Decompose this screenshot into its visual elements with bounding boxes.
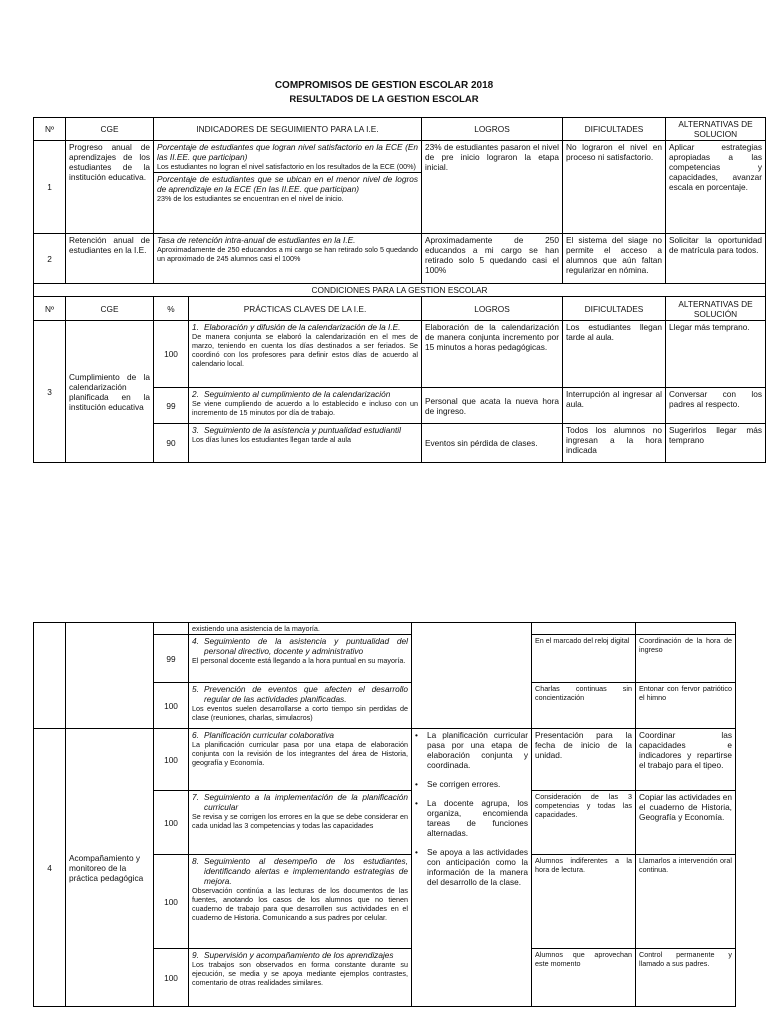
table-header-row xyxy=(34,297,766,321)
practice-text: Se viene cumpliendo de acuerdo a lo establecido e incluso con un incremento de 15 minutos por día de trabajo. xyxy=(192,399,418,417)
section-title-row xyxy=(34,284,766,297)
row-percent: 99 xyxy=(154,388,189,424)
header-indicators: INDICADORES DE SEGUIMIENTO PARA LA I.E. xyxy=(154,118,422,141)
bullet-icon: • xyxy=(415,730,418,740)
bullet-icon: • xyxy=(415,847,418,857)
row-percent: 100 xyxy=(154,855,189,949)
indicator-title: Porcentaje de estudiantes que logran nivel satisfactorio en la ECE (En las II.EE. que participan) xyxy=(157,142,418,162)
row-dificultades: Los estudiantes llegan tarde al aula. xyxy=(563,321,666,388)
row-cge: Progreso anual de aprendizajes de los estudiantes de la institución educativa. xyxy=(66,141,154,234)
row-logros: Personal que acata la nueva hora de ingreso. xyxy=(422,388,563,424)
row-logros: Eventos sin pérdida de clases. xyxy=(422,424,563,463)
practice-text: El personal docente está llegando a la hora puntual en su mayoría. xyxy=(192,656,406,665)
practice-title: Elaboración y difusión de la calendarización de la I.E. xyxy=(204,322,401,332)
section-title: CONDICIONES PARA LA GESTION ESCOLAR xyxy=(34,284,766,297)
row-logros xyxy=(412,729,532,1007)
header-dificultades: DIFICULTADES xyxy=(563,297,666,321)
row-alternativas: Conversar con los padres al respecto. xyxy=(666,388,766,424)
practice-text: Observación continúa a las lecturas de los documentos de las fuentes, anotando los casos de los alumnos que no tienen cuaderno de trabajo para que desarrollen sus actividades en el cuaderno de Historia. Comunicando a sus padres por celular. xyxy=(192,886,408,922)
row-alternativas: Entonar con fervor patriótico el himno xyxy=(636,683,736,729)
row-alternativas: Copiar las actividades en el cuaderno de Historia, Geografía y Economía. xyxy=(636,791,736,855)
row-logros: Elaboración de la calendarización de manera conjunta incremento por 15 minutos a horas pedagógicas. xyxy=(422,321,563,388)
document-title: COMPROMISOS DE GESTION ESCOLAR 2018 xyxy=(274,80,494,91)
header-percent: % xyxy=(154,297,189,321)
practice-title: Planificación curricular colaborativa xyxy=(204,730,335,740)
header-number: Nº xyxy=(34,118,66,141)
practice-title: Seguimiento al cumplimiento de la calendarización xyxy=(204,389,391,399)
row-percent: 90 xyxy=(154,424,189,463)
indicator-title: Tasa de retención intra-anual de estudiantes en la I.E. xyxy=(157,235,356,245)
table-row xyxy=(34,729,736,791)
row-practice: 1. Elaboración y difusión de la calendarización de la I.E. De manera conjunta se elaboró la calendarización en el mes de marzo, teniendo en cuenta los días destinados a ser feriados. Se coordinó con los profesores para definir estos días de acuerdo al calendario local. xyxy=(189,321,422,388)
indicator-text: Aproximadamente de 250 educandos a mi cargo se han retirado solo 5 quedando un aproximado de 245 alumnos casi el 100% xyxy=(157,245,418,263)
row-number: 3 xyxy=(34,321,66,463)
row-alternativas: Coordinación de la hora de ingreso xyxy=(636,635,736,683)
row-alternativas: Coordinar las capacidades e indicadores y repartirse el trabajo para el tipeo. xyxy=(636,729,736,791)
practice-title: Prevención de eventos que afecten el desarrollo regular de las actividades planificadas. xyxy=(204,684,408,704)
row-alternativas: Sugerirlos llegar más temprano xyxy=(666,424,766,463)
header-cge: CGE xyxy=(66,297,154,321)
table-row xyxy=(34,321,766,388)
row-alternativas-cont xyxy=(636,623,736,635)
header-practicas: PRÁCTICAS CLAVES DE LA I.E. xyxy=(189,297,422,321)
row-logros: Aproximadamente de 250 educandos a mi cargo se han retirado solo 5 quedando casi el 100% xyxy=(422,234,563,284)
practice-text: existiendo una asistencia de la mayoría. xyxy=(189,623,412,635)
indicator-text: 23% de los estudiantes se encuentran en el nivel de inicio. xyxy=(157,194,344,203)
table-row xyxy=(34,623,736,635)
practice-text: De manera conjunta se elaboró la calendarización en el mes de marzo, teniendo en cuenta los días destinados a ser feriados. Se coordinó con los profesores para definir estos días de acuerdo al calendario local. xyxy=(192,332,418,368)
row-percent: 100 xyxy=(154,729,189,791)
bullet-icon: • xyxy=(415,779,418,789)
practice-text: La planificación curricular pasa por una etapa de elaboración conjunta con la revisión de los integrantes del área de Historia, geografía y Economía. xyxy=(192,740,408,767)
logro-bullet: Se apoya a las actividades con anticipación como la información de la manera del desarrollo de la clase. xyxy=(427,847,528,887)
bullet-icon: • xyxy=(415,798,418,808)
row-dificultades: Alumnos indiferentes a la hora de lectura. xyxy=(532,855,636,949)
header-alternativas: ALTERNATIVAS DE SOLUCIÓN xyxy=(666,297,766,321)
row-dificultades: El sistema del siage no permite el acceso a alumnos que aún faltan regularizar en nómina. xyxy=(563,234,666,284)
row-practice: 8. Seguimiento al desempeño de los estudiantes, identificando alertas e implementando estrategias de mejora. Observación continúa a las lecturas de los documentos de las fuentes, anotando los casos de los alumnos que no tienen cuaderno de trabajo para que desarrollen sus actividades en el cuaderno de Historia. Comunicando a sus padres por celular. xyxy=(189,855,412,949)
row-alternativas: Llegar más temprano. xyxy=(666,321,766,388)
row-practice: 3. Seguimiento de la asistencia y puntualidad estudiantil Los días lunes los estudiantes llegan tarde al aula xyxy=(189,424,422,463)
row-dificultades: Presentación para la fecha de inicio de la unidad. xyxy=(532,729,636,791)
practice-text: Los días lunes los estudiantes llegan tarde al aula xyxy=(192,435,352,444)
row-cge-cont xyxy=(66,623,154,729)
header-cge: CGE xyxy=(66,118,154,141)
row-logros-cont xyxy=(412,623,532,729)
logro-bullet: Se corrigen errores. xyxy=(427,779,501,789)
row-practice: 4. Seguimiento de la asistencia y puntualidad del personal directivo, docente y administrativo El personal docente está llegando a la hora puntual en su mayoría. xyxy=(189,635,412,683)
header-number: Nº xyxy=(34,297,66,321)
continuation-table xyxy=(33,622,736,1007)
indicator-text: Los estudiantes no logran el nivel satisfactorio en los resultados de la ECE (00%) xyxy=(157,162,416,171)
document-subtitle: RESULTADOS DE LA GESTION ESCOLAR xyxy=(289,94,479,105)
row-dificultades: En el marcado del reloj digital xyxy=(532,635,636,683)
row-percent-cont xyxy=(154,623,189,635)
row-cge: Cumplimiento de la calendarización planificada en la institución educativa xyxy=(66,321,154,463)
row-percent: 100 xyxy=(154,949,189,1007)
header-logros: LOGROS xyxy=(422,297,563,321)
practice-title: Supervisión y acompañamiento de los aprendizajes xyxy=(204,950,394,960)
practice-text: Los eventos suelen desarrollarse a corto tiempo sin perdidas de clase (reuniones, charlas, simulacros) xyxy=(192,704,408,722)
row-indicators xyxy=(154,141,422,234)
row-alternativas: Aplicar estrategias apropiadas a las competencias y capacidades, avanzar escala en porcentaje. xyxy=(666,141,766,234)
row-logros: 23% de estudiantes pasaron el nivel de pre inicio lograron la etapa inicial. xyxy=(422,141,563,234)
row-practice: 9. Supervisión y acompañamiento de los aprendizajes Los trabajos son observados en forma constante durante su ejecución, se media y se apoya mediante ejemplos contrastes, comentario de otras realidades similares. xyxy=(189,949,412,1007)
row-dificultades-cont xyxy=(532,623,636,635)
row-number: 1 xyxy=(34,141,66,234)
logro-bullet: La docente agrupa, los organiza, encomienda tareas de funciones alternadas. xyxy=(427,798,528,838)
row-percent: 100 xyxy=(154,683,189,729)
row-number: 2 xyxy=(34,234,66,284)
header-alternativas: ALTERNATIVAS DE SOLUCION xyxy=(666,118,766,141)
row-indicators xyxy=(154,234,422,284)
row-practice: 2. Seguimiento al cumplimiento de la calendarización Se viene cumpliendo de acuerdo a lo establecido e incluso con un incremento de 15 minutos por día de trabajo. xyxy=(189,388,422,424)
row-cge: Retención anual de estudiantes en la I.E. xyxy=(66,234,154,284)
row-dificultades: No lograron el nivel en proceso ni satisfactorio. xyxy=(563,141,666,234)
row-alternativas: Llamarlos a intervención oral continua. xyxy=(636,855,736,949)
indicator-title: Porcentaje de estudiantes que se ubican en el menor nivel de logros de aprendizaje en la ECE (En las II.EE. que participan) xyxy=(157,174,418,194)
row-dificultades: Alumnos que aprovechan este momento xyxy=(532,949,636,1007)
row-percent: 100 xyxy=(154,321,189,388)
row-percent: 100 xyxy=(154,791,189,855)
row-practice: 7. Seguimiento a la implementación de la planificación curricular Se revisa y se corrigen los errores en la que se debe considerar en cada unidad las 3 competencias y todas las capacidades xyxy=(189,791,412,855)
practice-title: Seguimiento de la asistencia y puntualidad estudiantil xyxy=(204,425,401,435)
header-logros: LOGROS xyxy=(422,118,563,141)
row-cge: Acompañamiento y monitoreo de la práctica pedagógica xyxy=(66,729,154,1007)
table-header-row xyxy=(34,118,766,141)
practice-title: Seguimiento de la asistencia y puntualidad del personal directivo, docente y administrativo xyxy=(204,636,408,656)
row-practice: 6. Planificación curricular colaborativa La planificación curricular pasa por una etapa de elaboración conjunta con la revisión de los integrantes del área de Historia, geografía y Economía. xyxy=(189,729,412,791)
row-number-cont xyxy=(34,623,66,729)
practice-text: Los trabajos son observados en forma constante durante su ejecución, se media y se apoya mediante ejemplos contrastes, comentario de otras realidades similares. xyxy=(192,960,408,987)
row-dificultades: Consideración de las 3 competencias y todas las capacidades. xyxy=(532,791,636,855)
practice-title: Seguimiento al desempeño de los estudiantes, identificando alertas e implementando estrategias de mejora. xyxy=(204,856,408,886)
row-dificultades: Charlas continuas sin concientización xyxy=(532,683,636,729)
row-alternativas: Solicitar la oportunidad de matrícula para todos. xyxy=(666,234,766,284)
row-percent: 99 xyxy=(154,635,189,683)
results-table xyxy=(33,117,766,463)
table-row xyxy=(34,141,766,234)
row-alternativas: Control permanente y llamado a sus padres. xyxy=(636,949,736,1007)
row-dificultades: Interrupción al ingresar al aula. xyxy=(563,388,666,424)
table-row xyxy=(34,234,766,284)
row-dificultades: Todos los alumnos no ingresan a la hora indicada xyxy=(563,424,666,463)
practice-title: Seguimiento a la implementación de la planificación curricular xyxy=(204,792,408,812)
logro-bullet: La planificación curricular pasa por una etapa de elaboración conjunta y coordinada. xyxy=(427,730,528,770)
practice-text: Se revisa y se corrigen los errores en la que se debe considerar en cada unidad las 3 competencias y todas las capacidades xyxy=(192,812,408,830)
row-practice: 5. Prevención de eventos que afecten el desarrollo regular de las actividades planificadas. Los eventos suelen desarrollarse a corto tiempo sin perdidas de clase (reuniones, charlas, simulacros) xyxy=(189,683,412,729)
row-number: 4 xyxy=(34,729,66,1007)
header-dificultades: DIFICULTADES xyxy=(563,118,666,141)
